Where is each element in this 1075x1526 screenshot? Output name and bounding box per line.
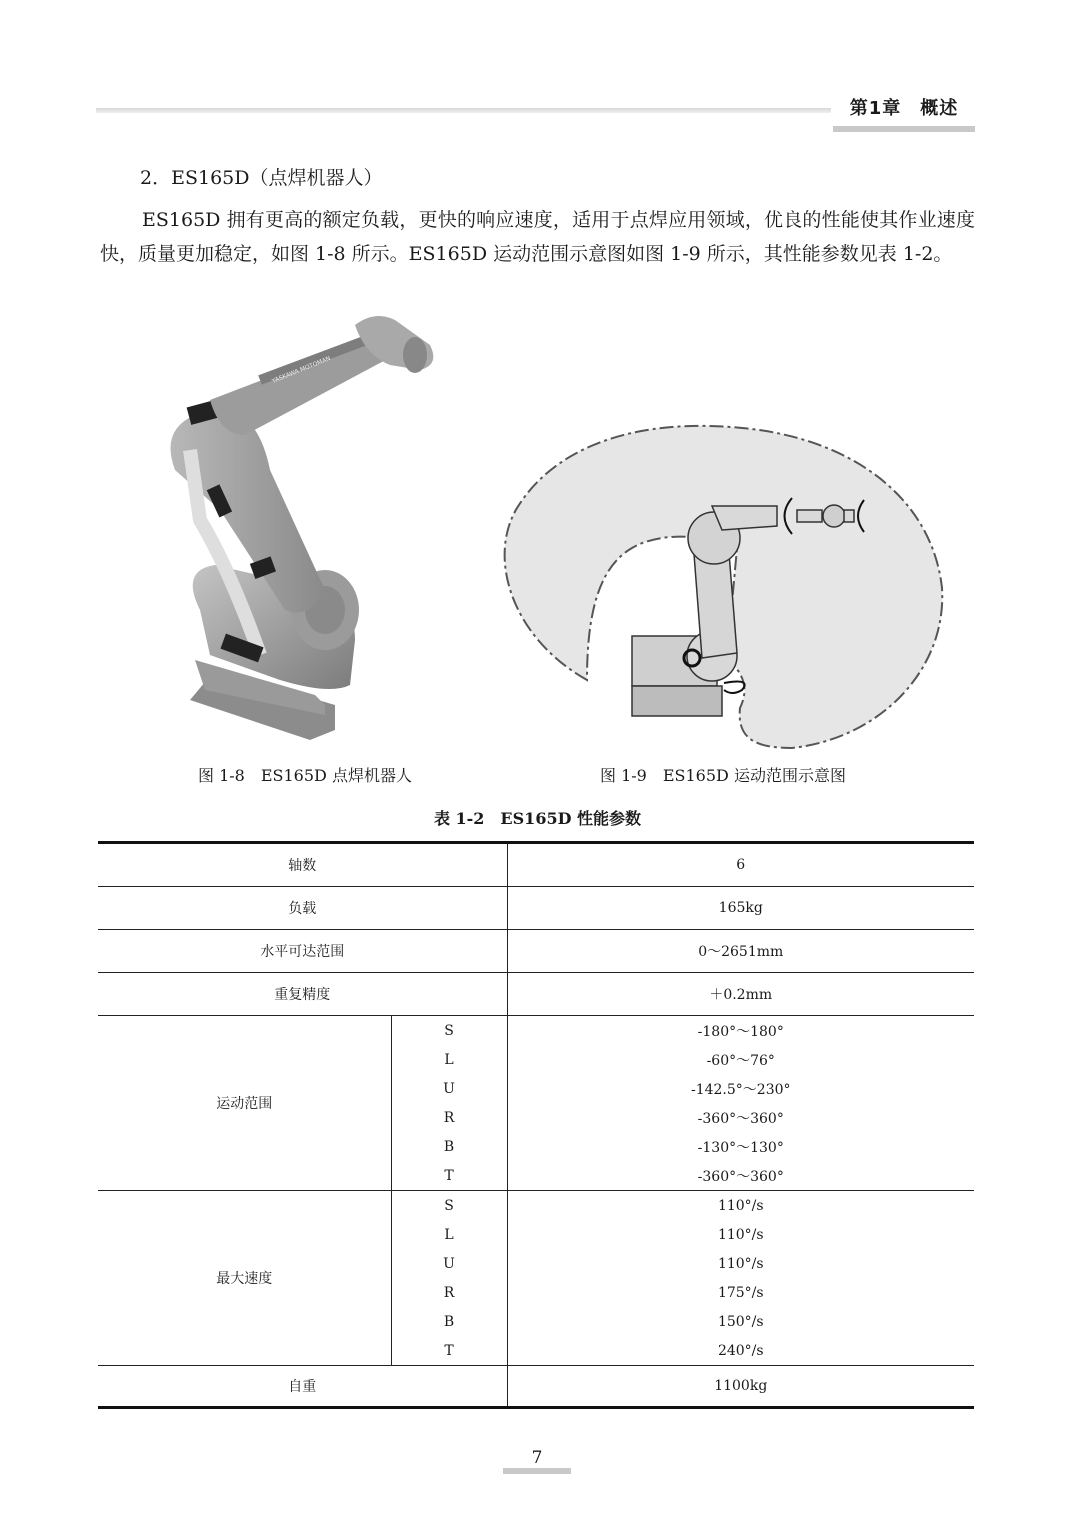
- group-label-motion-range: 运动范围: [98, 1016, 391, 1191]
- section-title: 2．ES165D（点焊机器人）: [140, 167, 383, 189]
- body-paragraph: ES165D 拥有更高的额定负载，更快的响应速度，适用于点焊应用领域，优良的性能使其作业速度快，质量更加稳定，如图 1-8 所示。ES165D 运动范围示意图如图 1-9 所示，其性能参数见表 1-2。: [100, 209, 975, 265]
- value-cell: -360°～360°: [507, 1103, 974, 1132]
- table-row: [98, 973, 974, 1016]
- table-row: [98, 1191, 974, 1221]
- table-row: [98, 843, 974, 887]
- table-row: [98, 930, 974, 973]
- robot-brand-label: YASKAWA MOTOMAN: [271, 355, 332, 385]
- value-cell: -60°～76°: [507, 1045, 974, 1074]
- axis-cell: L: [391, 1220, 507, 1249]
- group-label-max-speed: 最大速度: [98, 1191, 391, 1366]
- value-cell: 110°/s: [507, 1191, 974, 1221]
- table-row: [98, 1366, 974, 1408]
- row-label: 水平可达范围: [98, 930, 507, 973]
- value-cell: -360°～360°: [507, 1161, 974, 1191]
- value-cell: -142.5°～230°: [507, 1074, 974, 1103]
- axis-cell: S: [391, 1016, 507, 1046]
- chapter-heading: 第1章 概述: [833, 96, 975, 132]
- table-row: [98, 887, 974, 930]
- axis-cell: L: [391, 1045, 507, 1074]
- axis-cell: T: [391, 1336, 507, 1366]
- motion-range-diagram: [492, 418, 947, 753]
- row-label: 轴数: [98, 843, 507, 887]
- value-cell: 240°/s: [507, 1336, 974, 1366]
- axis-cell: B: [391, 1132, 507, 1161]
- table-row: [98, 1016, 974, 1046]
- row-label: 负载: [98, 887, 507, 930]
- header-rule: [96, 108, 831, 113]
- axis-cell: R: [391, 1278, 507, 1307]
- page-number: 7: [503, 1448, 571, 1474]
- row-value: 165kg: [507, 887, 974, 930]
- axis-cell: S: [391, 1191, 507, 1221]
- spec-table: [98, 841, 974, 1409]
- value-cell: -180°～180°: [507, 1016, 974, 1046]
- row-value: 6: [507, 843, 974, 887]
- robot-photo: [150, 310, 450, 750]
- value-cell: -130°～130°: [507, 1132, 974, 1161]
- value-cell: 110°/s: [507, 1249, 974, 1278]
- value-cell: 175°/s: [507, 1278, 974, 1307]
- axis-cell: R: [391, 1103, 507, 1132]
- table-title: 表 1-2 ES165D 性能参数: [433, 809, 642, 828]
- row-value: 1100kg: [507, 1366, 974, 1408]
- row-value: 0～2651mm: [507, 930, 974, 973]
- axis-cell: U: [391, 1249, 507, 1278]
- axis-cell: U: [391, 1074, 507, 1103]
- value-cell: 110°/s: [507, 1220, 974, 1249]
- row-value: ＋0.2mm: [507, 973, 974, 1016]
- axis-cell: B: [391, 1307, 507, 1336]
- figure-1-9-caption: 图 1-9 ES165D 运动范围示意图: [600, 766, 846, 785]
- row-label: 自重: [98, 1366, 507, 1408]
- figure-1-8-caption: 图 1-8 ES165D 点焊机器人: [198, 766, 412, 785]
- value-cell: 150°/s: [507, 1307, 974, 1336]
- row-label: 重复精度: [98, 973, 507, 1016]
- axis-cell: T: [391, 1161, 507, 1191]
